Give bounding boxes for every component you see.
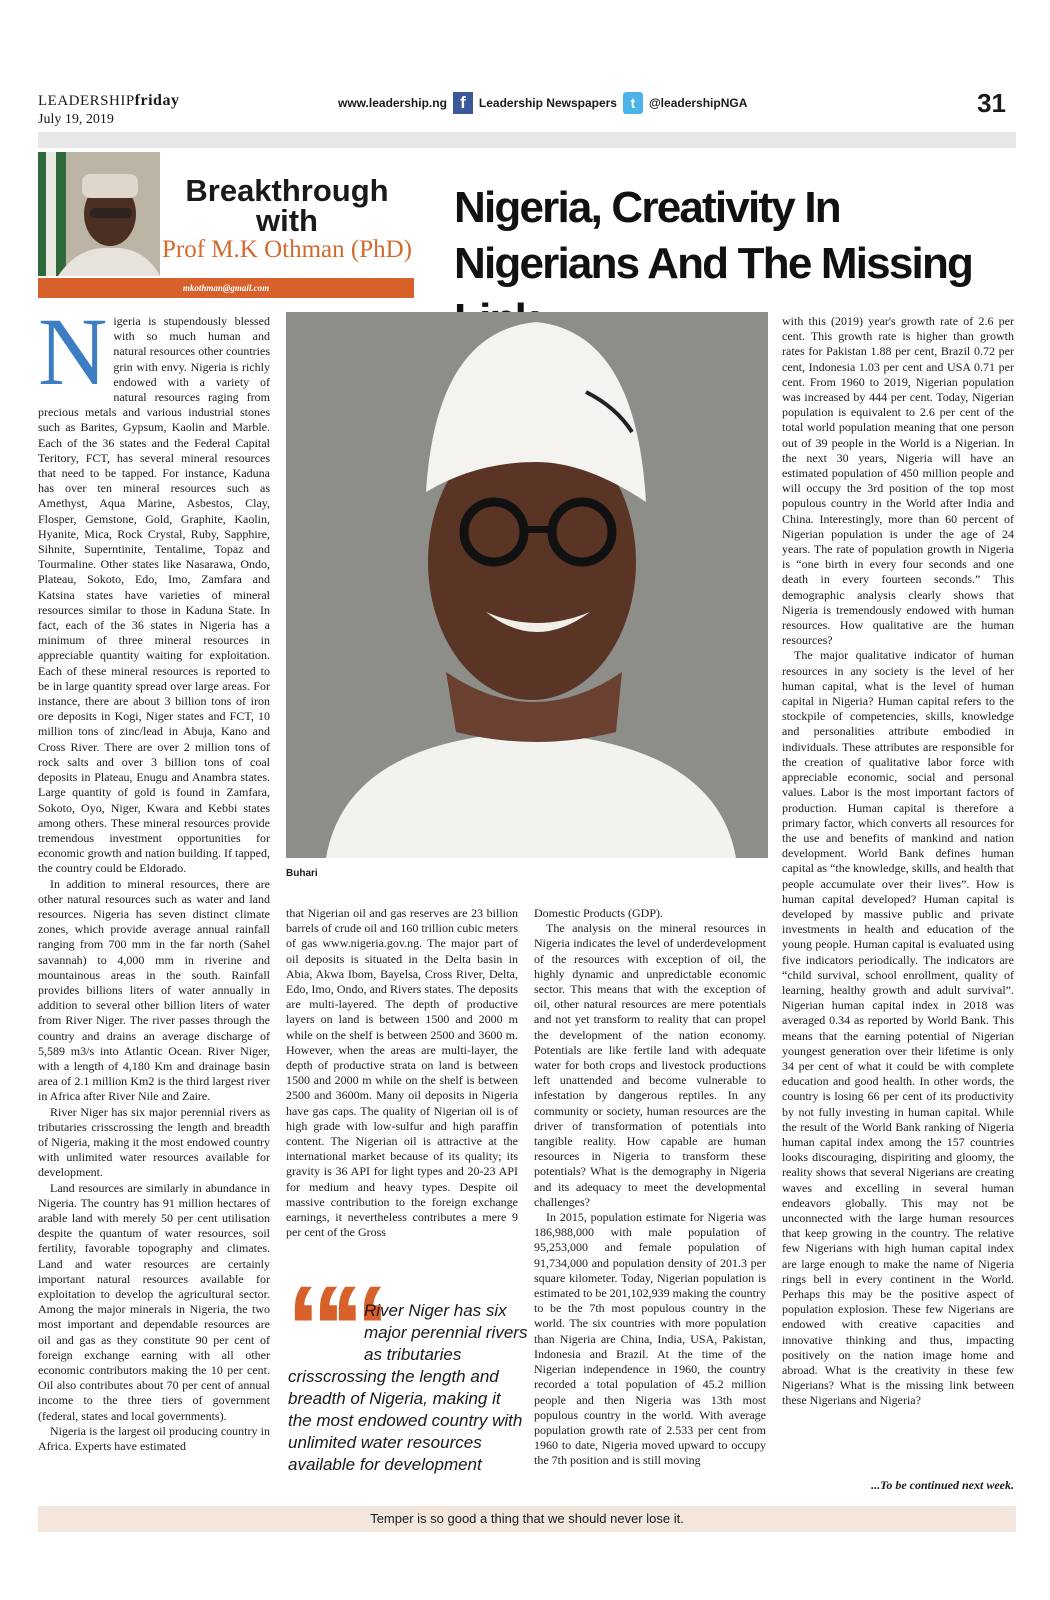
article-photo bbox=[286, 312, 768, 858]
issue-date: July 19, 2019 bbox=[38, 112, 114, 127]
columnist-email[interactable]: mkothman@gmail.com bbox=[38, 278, 414, 298]
social-links bbox=[338, 92, 747, 114]
quote-mark-icon: ““ bbox=[286, 1261, 374, 1395]
page-number: 31 bbox=[977, 88, 1006, 118]
brand-main: LEADERSHIP bbox=[38, 93, 135, 109]
paragraph: Land resources are similarly in abundance in Nigeria. The country has 91 million hectares of arable land with merely 50 per cent utilisation despite the quantum of water resources, soil fertility, favorable topography and climates. Land and water resources are certainly important natural resources available for exploitation to develop the agricultural sector. Among the major minerals in Nigeria, the two most important and dependable resources are oil and gas as they constitute 90 per cent of foreign exchange earning with all other economic contributors making the 10 per cent. Oil also contributes about 70 per cent of annual income to the three tiers of government (federal, states and local governments). bbox=[38, 1180, 270, 1423]
text-column-4 bbox=[782, 314, 1014, 1409]
masthead bbox=[38, 88, 1016, 132]
paragraph: The analysis on the mineral resources in Nigeria indicates the level of underdevelopment of the resources with exception of oil, the highly dynamic and unpredictable economic sector. This means that with the exception of oil, other natural resources are mere potentials and not yet transform to reality that can propel the development of the nation economy. Potentials are like fertile land with adequate water for both crops and livestock productions left unattended and become vulnerable to infestation by dangerous reptiles. In any community or society, human resources are the driver of transformation of potentials into tangible reality. How capable are human resources in Nigeria to transform these potentials? What is the demography in Nigeria and its adequacy to meet the developmental challenges? bbox=[534, 921, 766, 1209]
text-column-1 bbox=[38, 298, 270, 1454]
paragraph: Domestic Products (GDP). bbox=[534, 906, 663, 920]
facebook-icon[interactable]: f bbox=[453, 92, 473, 114]
footer-quote: Temper is so good a thing that we should never lose it. bbox=[38, 1506, 1016, 1532]
brand-logo bbox=[38, 92, 179, 110]
paragraph: igeria is stupendously blessed with so much human and natural resources other countries grin with envy. Nigeria is richly endowed with a variety of natural resources raging from precious metals and various industrial stones such as Barites, Gypsum, Kaolin and Marble. Each of the 36 states and the Federal Capital Teritory, FCT, has several mineral resources that need to be tapped. For instance, Kaduna has over ten mineral resources such as Amethyst, Aqua Marine, Asbestos, Clay, Flosper, Gemstone, Gold, Graphite, Kaolin, Hyanite, Mica, Rock Crystal, Ruby, Sapphire, Sihnite, Superntinite, Tentalime, Topaz and Tourmaline. Other states like Nasarawa, Ondo, Plateau, Sokoto, Edo, Imo, Zamfara and Katsina states have varieties of mineral resources similar to those in Kaduna State. In fact, each of the 36 states in Nigeria has a minimum of three mineral resources in appreciable quantity waiting for exploitation. Each of these mineral resources is reported to be in large quantity spread over large areas. For instance, there are about 3 billion tons of iron ore deposits in Kogi, Niger states and FCT, 10 million tons of zinc/lead in Abuja, Kano and Cross River. There are over 2 million tons of rock salts and over 3 billion tons of coal deposits in Plateau, Enugu and Anambra states. Large quantity of gold is found in Zamfara, Sokoto, Oyo, Niger, Kwara and Kebbi states among others. These mineral resources provide tremendous investment opportunities for economic growth and nation building. If tapped, the country could be Eldorado. bbox=[38, 314, 270, 876]
columnist-portrait bbox=[38, 152, 160, 276]
column-author: Prof M.K Othman (PhD) bbox=[162, 236, 412, 263]
paragraph: with this (2019) year's growth rate of 2.6 per cent. This growth rate is higher than growth rates for Pakistan 1.88 per cent, Brazil 0.72 per cent, Indonesia 1.03 per cent and USA 0.71 per cent. From 1960 to 2019, Nigerian population was increased by 444 per cent. Today, Nigerian population is equivalent to 2.6 per cent of the total world population meaning that one person out of 39 people in the World is a Nigerian. In the next 30 years, Nigeria will have an estimated population of 450 million people and will occupy the 3rd position of the top most populous country in the World after India and China. Interestingly, more than 60 percent of Nigerian population is under the age of 24 years. The rate of population growth in Nigeria is “one birth in every four seconds and one death in every fourteen seconds.” This demographic analysis clearly shows that Nigeria is tremendously endowed with human resources. How qualitative are the human resources? bbox=[782, 314, 1014, 648]
continued-note: ...To be continued next week. bbox=[871, 1478, 1014, 1492]
website-link[interactable]: www.leadership.ng bbox=[338, 96, 447, 110]
article-headline: Nigeria, Creativity In Nigerians And The Missing bbox=[454, 183, 973, 288]
column-title: Breakthrough with bbox=[185, 173, 389, 238]
drop-cap: N bbox=[38, 298, 108, 405]
paragraph: that Nigerian oil and gas reserves are 23 billion barrels of crude oil and 160 trillion cubic meters of gas www.nigeria.gov.ng. The major part of oil deposits is situated in the Delta basin in Abia, Akwa Ibom, Bayelsa, Cross River, Delta, Edo, Imo, Ondo, and Rivers states. The deposits are multi-layered. The depth of productive layers on land is between 1500 and 2000 m while on the shelf is between 2500 and 3600 m. However, when the areas are multi-layer, the depth of productive strata on land is between 1500 and 2000 m while on the shelf is between 2500 and 3600m. Many oil deposits in Nigeria have gas caps. The quality of Nigerian oil is of high grade with low-sulfur and high paraffin content. The Nigerian oil is attractive at the international market because of its quality; its gravity is 36 API for light types and 20-23 API for medium and heavy types. Despite oil massive contribution to the foreign exchange earnings, it nevertheless contributes a mere 9 per cent of the Gross bbox=[286, 906, 518, 1240]
top-rule bbox=[38, 132, 1016, 148]
twitter-icon[interactable]: t bbox=[623, 92, 643, 114]
paragraph: The major qualitative indicator of human resources in any society is the level of her human capital, what is the level of human capital in Nigeria? Human capital refers to the stockpile of competencies, skills, knowledge and personalities attribute embodied in individuals. These attributes are responsible for the creation of qualitative labor force with appreciable economic, social and personal values. Labor is the most important factors of production. Human capital is therefore a primary factor, which converts all resources for the use and benefits of mankind and nation development. World Bank defines human capital as “the knowledge, skills, and health that people accumulate over their lives”. How is human capital developed? Human capital is developed by massive public and private investments in health and education of the young people. Human capital is evaluated using five indicators periodically. The indicators are “child survival, school enrollment, quality of learning, healthy growth and adult survival”. Nigerian human capital index in 2018 was averaged 0.34 as reported by World Bank. This means that the earning potential of Nigerian youngest generation over their lifetime is only 34 per cent of what it could be with complete education and good health. In other words, the country is losing 66 per cent of its productivity by not fully investing in human capital. While the result of the World Bank ranking of Nigeria human capital index among the 157 countries looks discouraging, dispiriting and gloomy, the reality shows that several Nigerians are creating waves and excelling in several human endeavors globally. This may not be unconnected with the large human resources that keep growing in the country. The relative few Nigerians with high human capital index are large enough to make the name of Nigeria rings bell in every continent in the World. Perhaps this may be the positive aspect of population explosion. These few Nigerians are endowed with creative capacities and innovative thinking and thus, impacting positively on the nation image home and abroad. What is the creativity in these few Nigerians? What is the missing link between these Nigerians and Nigeria? bbox=[782, 648, 1014, 1408]
photo-caption: Buhari bbox=[286, 868, 318, 879]
text-column-2 bbox=[286, 906, 518, 1240]
pull-quote bbox=[288, 1300, 528, 1476]
brand-day: friday bbox=[134, 92, 180, 109]
facebook-handle[interactable]: Leadership Newspapers bbox=[478, 96, 617, 110]
paragraph: In 2015, population estimate for Nigeria was 186,988,000 with male population of 95,253,000 and female population of 91,734,000 and population density of 201.3 per square kilometer. Today, Nigerian population is estimated to be 201,102,939 making the country to be the 7th most populous country in the world. The six countries with more population than Nigeria are China, India, USA, Pakistan, Indonesia and Brazil. At the time of the Nigerian independence in 1960, the country recorded a total population of 45.2 million people and then Nigeria was 13th most populous country in the world. With average population growth rate of 2.533 per cent from 1960 to date, Nigeria moved upward to occupy the 7th position and is still moving bbox=[534, 1210, 766, 1468]
text-column-3 bbox=[534, 906, 766, 1469]
paragraph: In addition to mineral resources, there are other natural resources such as water and land resources. Nigeria has seven distinct climate zones, which provide average annual rainfall ranging from 700 mm in the far north (Sahel savannah) to 4,000 mm in riverine and mountainous areas in the south. Rainfall provides billions liters of water annually in addition to several other billion liters of water from River Niger. The river passes through the country and drains an average discharge of 5,589 m3/s into Atlantic Ocean. River Niger, with a length of 4,180 Km and drainage basin area of 2.1 million Km2 is the third largest river in Africa after River Nile and Zaire. bbox=[38, 876, 270, 1104]
pull-quote-rest: crisscrossing the length and breadth of Nigeria, making it the most endowed country with unlimited water resources available for development bbox=[288, 1367, 523, 1474]
pull-quote-lead: River Niger has six major perennial rivers as tributaries bbox=[364, 1301, 528, 1364]
paragraph: River Niger has six major perennial rivers as tributaries crisscrossing the length and breadth of Nigeria, making it the most endowed country with unlimited water resources available for development. bbox=[38, 1104, 270, 1180]
paragraph: Nigeria is the largest oil producing country in Africa. Experts have estimated bbox=[38, 1423, 270, 1454]
twitter-handle[interactable]: @leadershipNGA bbox=[648, 96, 748, 110]
